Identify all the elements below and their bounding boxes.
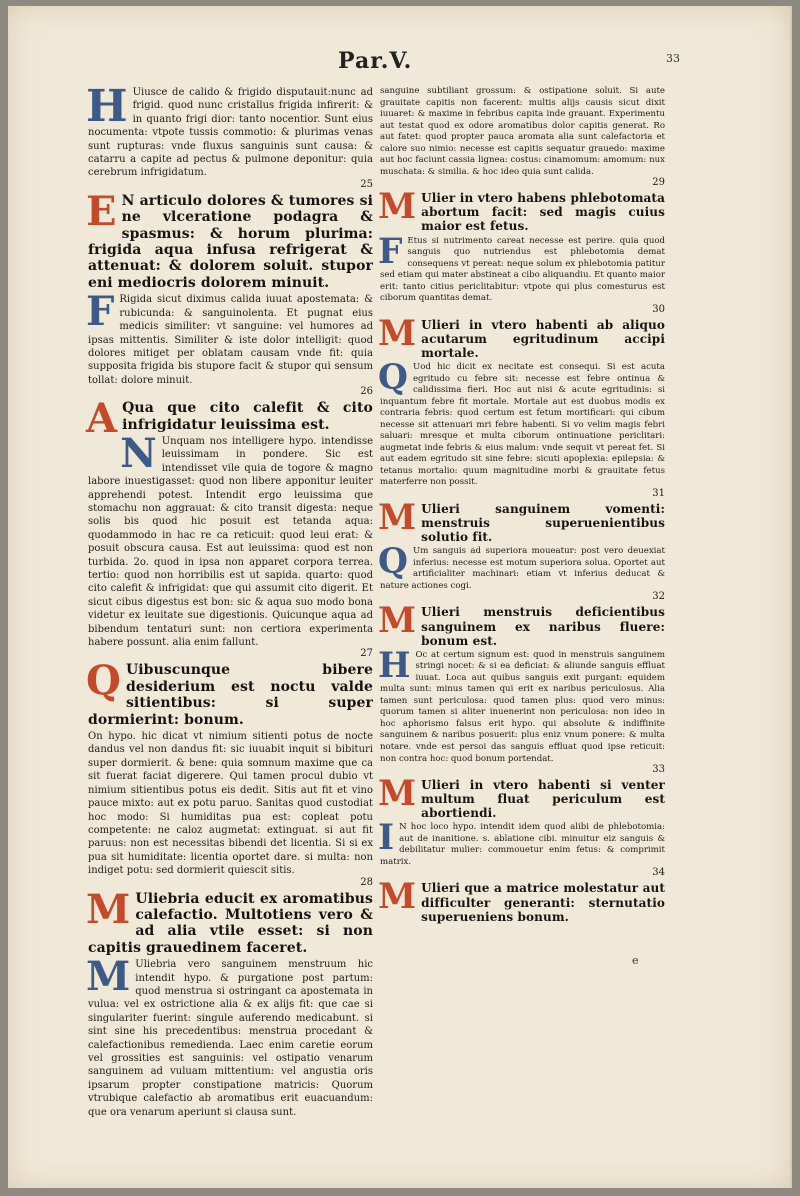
commentary-text: Rigida sicut diximus calida iuuat apostemata: & rubicunda: & sanguinolenta. Et pugnat eius medicis similiter: vt sanguine: vel humores ad ipsas mittentis. Similiter & iste dolor intelligit: quod dolores mitiget per oblatam causam vnde fit: quia supposita frigida bis stupore facit & stupor qui sensum tollat: dolore minuit.	[88, 294, 373, 386]
aphorism-number: 30	[652, 303, 665, 315]
aphorism	[378, 313, 665, 360]
commentary-text: Unquam nos intelligere hypo. intendisse leuissimam in pondere. Sic est intendisset vile quia de togore & magno labore inuestigasset: quod non libere apponitur leuiter apprehendi potest. Intendit ergo leuissima que stomachu non aggrauat: & cito transit digesta: neque solis bis quod hic posuit est tetanda aqua: quodammodo in hac re ca reticuit: quod leui erat: & posuit obscura causa. Est aut leuissima: quod est non turbida. 2o. quod in ipsa non apparet corpora terrea. tertio: quod non horribilis est ut sapida. quarto: quod cito calefit & infrigidat: que qui assumit cito digerit. Et sicut cibus digestus est bon: sic & aqua suo modo bona videtur ex leuitate sue digestionis. Quicunque aqua ad bibendum tentaturi sunt: non certiora experimenta habere possunt. alia enim fallunt.	[88, 435, 373, 649]
aphorism-text: Uibuscunque bibere desiderium est noctu valde sitientibus: si super dormierint: bonum.	[88, 662, 373, 728]
commentary-text: Uliebria vero sanguinem menstruum hic intendit hypo. & purgatione post partum: quod menstrua si ostringant ca apostemata in vulua: vel ex ostrictione alia & ex alijs fit: que cae si singulariter fuerint: singule auferendo medicabunt. si sint sine his precedentibus: menstrua procedant & calefactionibus remedienda. Laec enim caretie eorum vel grossities est sanguinis: vel ostipatio venarum sanguinem ad vuluam mittentium: vel angustia oris ipsarum propter constipatione matricis: Quorum vtrubique calefactio ab aromatibus erit euacuandum: que ora venarum aperiunt si clausa sunt.	[88, 959, 373, 1118]
aphorism-text: Ulieri menstruis deficientibus sanguinem ex naribus fluere: bonum est.	[421, 605, 665, 648]
aphorism	[378, 497, 665, 545]
aphorism-number: 25	[360, 178, 373, 190]
aphorism-text: Ulieri que a matrice molestatur aut difficulter generanti: sternutatio superueniens bonum.	[421, 881, 665, 924]
aphorism-number: 32	[652, 591, 665, 603]
commentary-text: On hypo. hic dicat vt nimium sitienti potus de nocte dandus vel non dandus fit: sic iuuabit inquit si bibituri super dormierit. & bene: quia somnum maxime que ca sit fuerat faciat digerere. Qui tamen procul dubio vt nimium sitientibus potus eis dedit. Sitis aut fit et vino pauce mixto: aut ex potu paruo. Sanitas quod custodiat hoc modo: Si humiditas pua est: copleat potu competente: ne caloz augmetat: extinguat. si aut fit paruus: non est necessitas bibendi det licentia. Si si ex pua sit humiditate: licentia oportet dare. si multa: non indiget potu: sed dormierit quiescit sitis.	[88, 731, 373, 877]
decorated-initial: Q	[86, 657, 121, 705]
decorated-initial: M	[378, 774, 417, 815]
decorated-initial: M	[86, 885, 131, 933]
commentary-text: Uod hic dicit ex necitate est consequi. Si est acuta egritudo cu febre sit: necesse est febre ontinua & calidissima fieri. Hoc aut nisi & acute egritudinis: si inquantum febre fit mortale. Mortale aut est duobus modis ex contraria febris: quod certum est fetum mortificari: qui cibum necesse sit attenuari mri febre habenti. Si vo velim magis febri saluari: mresque et multa ciborum ontinuatione periclitari: augmetat inde febris & eius malum: vnde sequit vt pereat fet. Si aut eadem egritudo sit sine febre: sicuti apoplexia: epilepsia: & tetanus mortalio: quum magnitudine morbi & grauitate fetus materferre non possit.	[380, 362, 665, 488]
commentary	[88, 730, 373, 888]
right-column	[380, 86, 665, 926]
aphorism-number: 29	[652, 177, 665, 189]
decorated-initial: Q	[378, 542, 408, 583]
decorated-initial: M	[378, 601, 417, 642]
left-column	[86, 81, 373, 1121]
aphorism	[86, 885, 373, 957]
decorated-initial: M	[378, 187, 417, 228]
aphorism-text: Qua que cito calefit & cito infrigidatur leuissima est.	[122, 400, 373, 433]
aphorism	[378, 877, 665, 924]
decorated-initial: E	[86, 187, 117, 235]
aphorism-number: 34	[652, 867, 665, 879]
commentary	[378, 358, 665, 500]
commentary-text: Etus si nutrimento careat necesse est perire. quia quod sanguis quo nutriendus est phlebotomia demat consequens vt pereat: neque solum ex phlebotomia patitur sed etiam qui mater abstineat a cibo aliquandiu. Et quanto maior erit: tanto citius periclitabitur: vtpote qui plus comesturus est ciborum quantitas demat.	[380, 235, 665, 304]
decorated-initial: I	[378, 818, 395, 859]
aphorism-text: Ulieri sanguinem vomenti: menstruis superuenientibus solutio fit.	[421, 501, 665, 545]
aphorism-number: 27	[360, 648, 373, 660]
aphorism-number: 28	[360, 876, 373, 888]
book-page	[8, 6, 792, 1188]
aphorism-text: Uliebria educit ex aromatibus calefactio. Multotiens vero & ad alia vtile esset: si non capitis grauedinem faceret.	[88, 890, 373, 956]
commentary	[86, 81, 373, 191]
aphorism-number: 31	[652, 487, 665, 499]
signature-mark: e	[632, 954, 639, 967]
decorated-initial: M	[378, 877, 417, 918]
decorated-initial: M	[378, 497, 417, 538]
aphorism-text: Ulieri in vtero habenti ab aliquo acutarum egritudinum accipi mortale.	[421, 317, 665, 360]
aphorism-text: N articulo dolores & tumores si ne vlceratione podagra & spasmus: & horum plurima: frigida aqua infusa refrigerat & attenuat: & dolorem soluit. stupor eni mediocris dolorem minuit.	[88, 192, 373, 291]
decorated-initial: Q	[378, 358, 408, 399]
decorated-initial: N	[120, 429, 157, 477]
commentary	[86, 288, 373, 398]
aphorism	[378, 187, 665, 234]
commentary	[86, 953, 373, 1119]
commentary	[378, 818, 665, 879]
commentary	[380, 86, 665, 189]
aphorism	[378, 774, 665, 821]
commentary-text: sanguine subtiliant grossum: & ostipatione soluit. Si aute grauitate capitis non facerent: multis alijs causis sicut dixit iuuaret: & maxime in febribus capita inde grauant. Experimentu aut testat quod ex odore aromatibus dolor capitis generat. Ro aut fatet: quod propter pauca aromata alia sunt calefactoria et calore suo nimio: necesse est capitis sequatur grauedo: maxime aut hoc faciunt cassia lignea: costus: cinamomum: amomum: nux muschata: & similia. & hoc ideo quia sunt calida.	[380, 86, 665, 177]
decorated-initial: H	[86, 81, 128, 132]
decorated-initial: M	[378, 313, 417, 354]
commentary-text: Oc at certum signum est: quod in menstruis sanguinem stringi nocet: & si ea deficiat: & aliunde sanguis effluat iuuat. Loca aut quibus sanguis exit purgant: equidem multa sunt: minus tamen qui erit ex naribus periculosus. Alia tamen sunt periculosa: quod tamen plus: quod vero minus: quorum tamen si aliter inuenerint non periculosa: non ideo in hoc aphorismo falsus erit hypo. qui absolute & indiffinite sanguinem & naribus posuerit: plus eniz vnum ponere: & multa notare. vnde est persoi das sanguis effluat quod ipse reticuit: non contra hoc: quod bonum portendat.	[380, 649, 665, 764]
commentary	[378, 542, 665, 603]
decorated-initial: A	[86, 395, 118, 443]
commentary	[378, 231, 665, 316]
aphorism	[86, 657, 373, 728]
folio-number: 33	[666, 52, 680, 65]
aphorism	[86, 187, 373, 291]
decorated-initial: H	[378, 645, 411, 686]
aphorism	[86, 395, 373, 443]
aphorism-number: 33	[652, 764, 665, 776]
running-head: Par.V.	[338, 48, 413, 74]
decorated-initial: F	[378, 231, 403, 272]
decorated-initial: F	[86, 288, 115, 336]
commentary-text: Uiusce de calido & frigido disputauit:nunc ad frigid. quod nunc cristallus frigida infirerit: & in quanto frigi dior: tanto nocentior. Sunt eius nocumenta: vtpote tussis commotio: & plurimas venas sunt rupturas: vnde fluxus sanguinis sunt causa: & catarru a capite ad pectus & pulmone deponitur: quia cerebrum infrigidatum.	[88, 87, 373, 179]
commentary	[88, 429, 373, 661]
commentary	[378, 645, 665, 776]
commentary-text: N hoc loco hypo. intendit idem quod alibi de phlebotomia: aut de inanitione. s. ablatione cibi. minuitur eiz sanguis & debilitatur mulier: commouetur enim fetus: & comprimit matrix.	[380, 822, 665, 867]
aphorism-text: Ulieri in vtero habenti si venter multum fluat periculum est abortiendi.	[421, 778, 665, 821]
aphorism-text: Ulier in vtero habens phlebotomata abortum facit: sed magis cuius maior est fetus.	[421, 191, 665, 234]
decorated-initial: M	[86, 953, 131, 1001]
commentary-text: Um sanguis ad superiora moueatur: post vero deuexiat inferius: necesse est motum superiora solua. Oportet aut artificialiter machinari: etiam vt inferius deducat & nature actiones cogi.	[380, 546, 665, 591]
aphorism	[378, 601, 665, 648]
aphorism-number: 26	[360, 386, 373, 398]
